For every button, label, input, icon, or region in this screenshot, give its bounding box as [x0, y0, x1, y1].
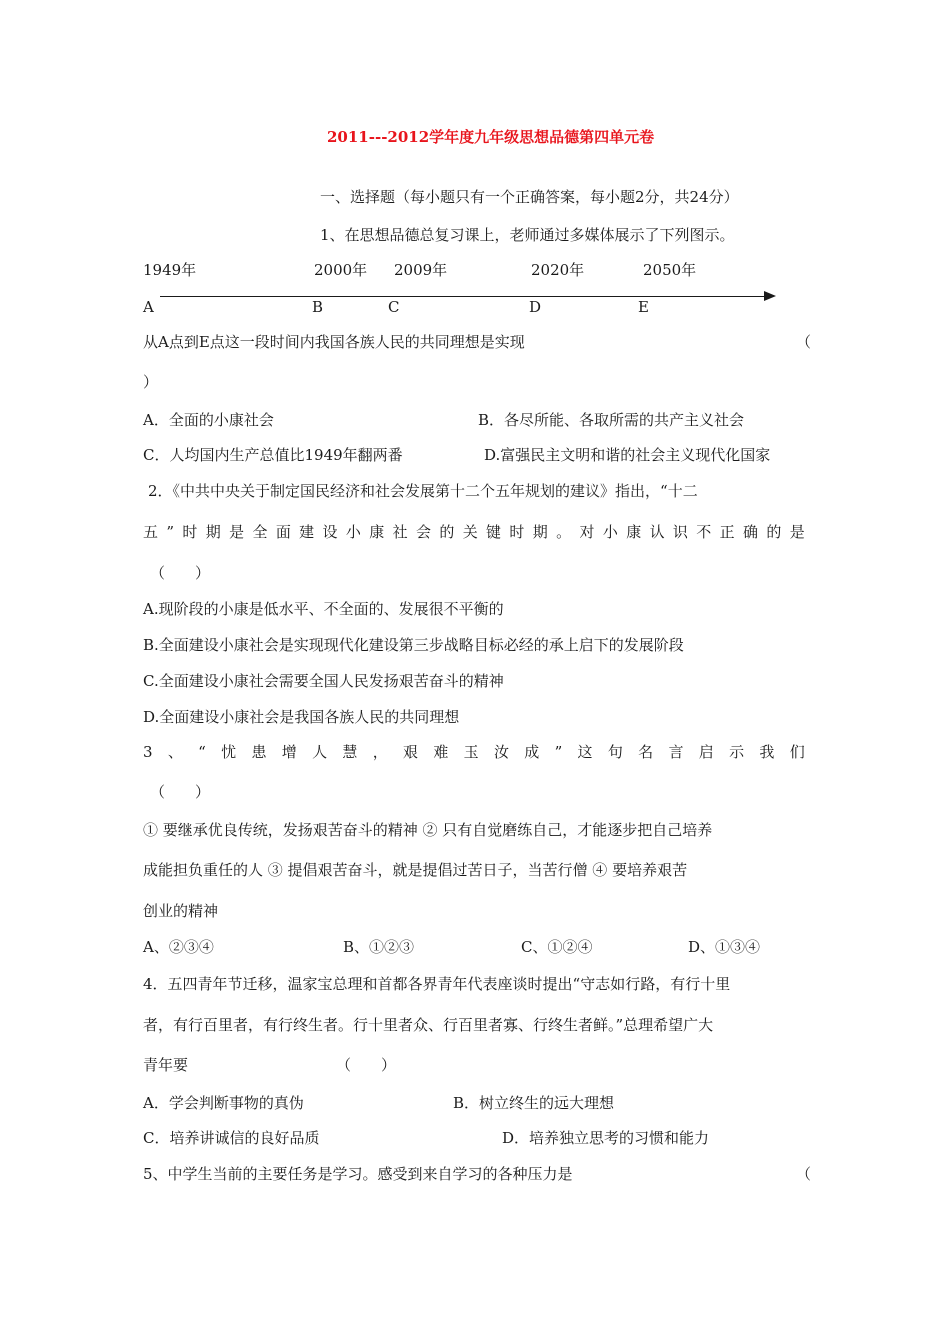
timeline-axis	[160, 296, 766, 297]
glyph: 人	[312, 743, 328, 761]
q2-option-b: B.全面建设小康社会是实现现代化建设第三步战略目标必经的承上启下的发展阶段	[143, 636, 684, 654]
glyph: 会	[415, 523, 431, 541]
q1-option-b: B．各尽所能、各取所需的共产主义社会	[478, 411, 745, 429]
q3-line-1-text	[143, 743, 805, 761]
timeline-year-label: 2009年	[394, 261, 448, 279]
glyph: 正	[719, 523, 735, 541]
q1-option-c: C．人均国内生产总值比1949年翻两番	[143, 446, 403, 464]
glyph: 言	[668, 743, 684, 761]
q2-line-2	[143, 523, 805, 541]
timeline-point-label: C	[388, 298, 400, 316]
glyph: 期	[532, 523, 548, 541]
timeline-year-label: 1949年	[143, 261, 197, 279]
glyph: 玉	[463, 743, 479, 761]
glyph: 确	[743, 523, 759, 541]
timeline-point-label: E	[638, 298, 649, 316]
q3-statement-line-1: ① 要继承优良传统，发扬艰苦奋斗的精神 ② 只有自觉磨练自己，才能逐步把自己培养	[143, 821, 713, 839]
glyph: 关	[462, 523, 478, 541]
glyph: 时	[182, 523, 198, 541]
q3-option-b: B、①②③	[343, 938, 415, 956]
q4-answer-paren: （ ）	[336, 1056, 397, 1074]
timeline-point-label: D	[529, 298, 542, 316]
glyph: 难	[433, 743, 449, 761]
q1-option-a: A．全面的小康社会	[143, 411, 274, 429]
timeline-year-label: 2050年	[643, 261, 697, 279]
glyph: 们	[789, 743, 805, 761]
q5-answer-paren-open: （	[796, 1165, 812, 1183]
glyph: 建	[299, 523, 315, 541]
q4-option-d: D．培养独立思考的习惯和能力	[502, 1129, 710, 1147]
glyph: 是	[789, 523, 805, 541]
glyph: 慧	[342, 743, 358, 761]
q4-option-c: C．培养讲诚信的良好品质	[143, 1129, 320, 1147]
glyph: 的	[439, 523, 455, 541]
glyph: 五	[143, 523, 159, 541]
glyph: ”	[554, 743, 563, 761]
glyph: 期	[205, 523, 221, 541]
glyph: 面	[275, 523, 291, 541]
glyph: 这	[577, 743, 593, 761]
timeline-year-label: 2020年	[531, 261, 585, 279]
timeline-year-label: 2000年	[314, 261, 368, 279]
glyph: 识	[672, 523, 688, 541]
glyph: 患	[251, 743, 267, 761]
glyph: 艰	[403, 743, 419, 761]
glyph: 名	[638, 743, 654, 761]
glyph: 句	[607, 743, 623, 761]
q1-question: 从A点到E点这一段时间内我国各族人民的共同理想是实现	[143, 333, 525, 351]
glyph: 不	[696, 523, 712, 541]
q1-stem: 1、在思想品德总复习课上，老师通过多媒体展示了下列图示。	[320, 226, 735, 244]
q4-option-b: B．树立终生的远大理想	[453, 1094, 615, 1112]
glyph: 键	[486, 523, 502, 541]
q3-statement-line-2: 成能担负重任的人 ③ 提倡艰苦奋斗，就是提倡过苦日子，当苦行僧 ④ 要培养艰苦	[143, 861, 688, 879]
glyph: 时	[509, 523, 525, 541]
exam-title: 2011---2012学年度九年级思想品德第四单元卷	[327, 128, 655, 146]
glyph: 启	[698, 743, 714, 761]
glyph: 成	[524, 743, 540, 761]
glyph: 小	[602, 523, 618, 541]
glyph: ，	[372, 743, 388, 761]
q3-statement-line-3: 创业的精神	[143, 902, 219, 920]
glyph: 汝	[493, 743, 509, 761]
q1-answer-paren-open: （	[796, 333, 812, 351]
timeline-point-label: B	[312, 298, 324, 316]
q3-option-c: C、①②④	[521, 938, 593, 956]
q1-answer-paren-close: ）	[143, 373, 159, 391]
q3-option-d: D、①③④	[688, 938, 761, 956]
q3-option-a: A、②③④	[143, 938, 214, 956]
q2-answer-paren: （ ）	[150, 564, 211, 582]
q1-option-d: D.富强民主文明和谐的社会主义现代化国家	[484, 446, 771, 464]
glyph: 、	[167, 743, 183, 761]
q3-line-1	[143, 743, 805, 761]
glyph: 康	[369, 523, 385, 541]
glyph: 全	[252, 523, 268, 541]
glyph: 。	[556, 523, 572, 541]
timeline-point-label: A	[143, 298, 154, 316]
q3-answer-paren: （ ）	[150, 783, 211, 801]
glyph: 社	[392, 523, 408, 541]
section-heading: 一、选择题（每小题只有一个正确答案，每小题2分，共24分）	[320, 188, 739, 206]
q2-line-2-text	[143, 523, 805, 541]
glyph: 认	[649, 523, 665, 541]
timeline-arrow-icon	[764, 291, 776, 301]
q5-line-1: 5、中学生当前的主要任务是学习。感受到来自学习的各种压力是	[143, 1165, 573, 1183]
q2-option-d: D.全面建设小康社会是我国各族人民的共同理想	[143, 708, 460, 726]
glyph: 对	[579, 523, 595, 541]
q2-option-a: A.现阶段的小康是低水平、不全面的、发展很不平衡的	[143, 600, 504, 618]
q2-line-1: 2．《中共中央关于制定国民经济和社会发展第十二个五年规划的建议》指出，“十二	[148, 482, 698, 500]
q2-option-c: C.全面建设小康社会需要全国人民发扬艰苦奋斗的精神	[143, 672, 504, 690]
glyph: 的	[766, 523, 782, 541]
glyph: 小	[345, 523, 361, 541]
glyph: 示	[729, 743, 745, 761]
glyph: 我	[759, 743, 775, 761]
q4-line-1: 4．五四青年节迁移，温家宝总理和首都各界青年代表座谈时提出“守志如行路，有行十里	[143, 975, 731, 993]
q4-option-a: A．学会判断事物的真伪	[143, 1094, 304, 1112]
glyph: 忧	[221, 743, 237, 761]
glyph: 设	[322, 523, 338, 541]
glyph: ”	[166, 523, 175, 541]
q4-line-2: 者，有行百里者，有行终生者。行十里者众、行百里者寡、行终生者鲜。”总理希望广大	[143, 1016, 714, 1034]
glyph: 增	[281, 743, 297, 761]
glyph: 康	[626, 523, 642, 541]
glyph: 3	[143, 743, 153, 761]
glyph: 是	[229, 523, 245, 541]
glyph: “	[198, 743, 206, 761]
q4-line-3: 青年要	[143, 1056, 189, 1074]
